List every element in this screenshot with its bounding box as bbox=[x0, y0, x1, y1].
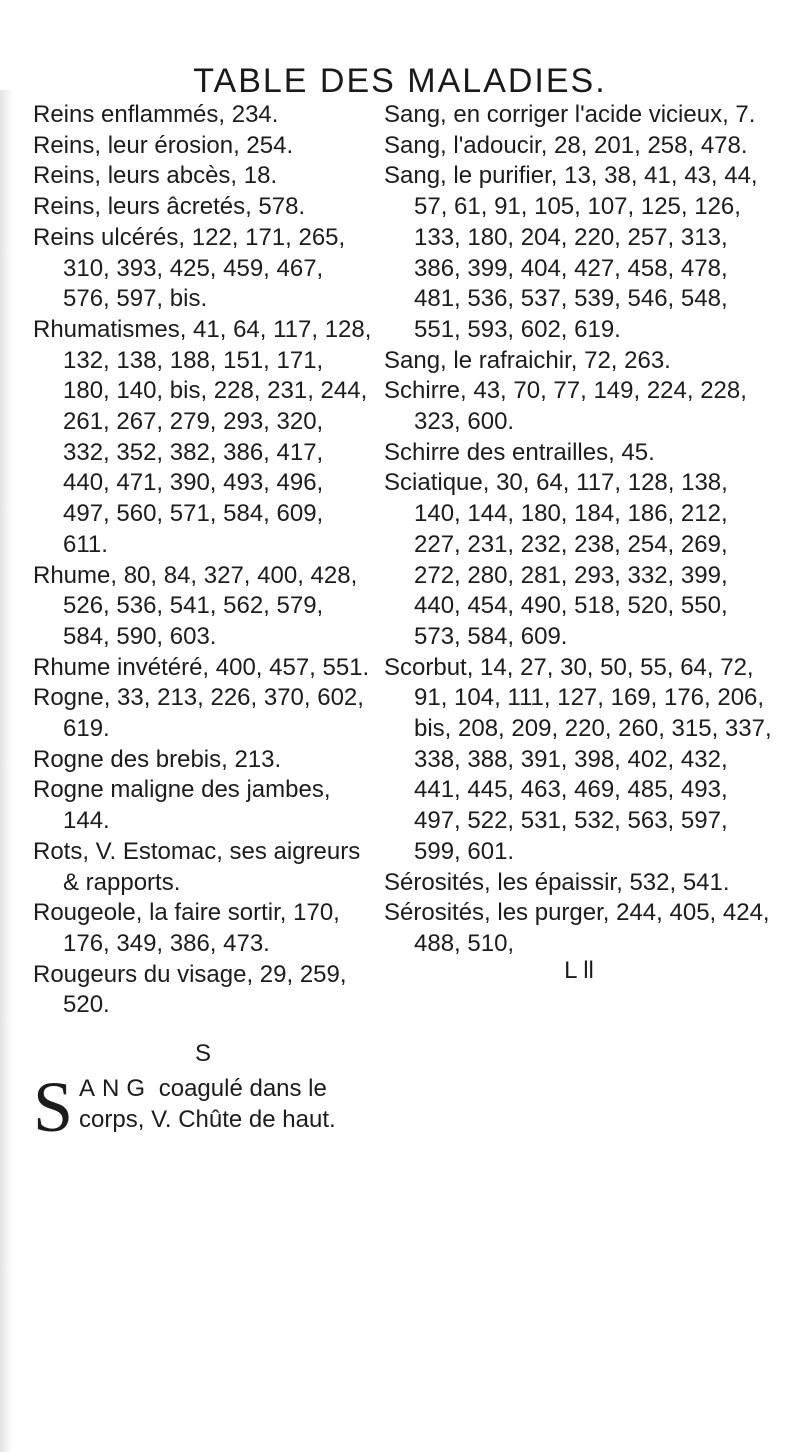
index-entry: Reins, leur érosion, 254. bbox=[33, 131, 294, 159]
left-column bbox=[33, 100, 373, 1147]
index-entry: Schirre, 43, 70, 77, 149, 224, 228, 323, 600. bbox=[384, 377, 747, 436]
index-entry: Rhumatismes, 41, 64, 117, 128, 132, 138, 188, 151, 171, 180, 140, bis, 228, 231, 244, 261, 267, 279, 293, 320, 332, 352, 382, 386, 417, 440, 471, 390, 493, 496, 497, 560, 571, 584, 609, 611. bbox=[33, 315, 372, 558]
index-entry: Rougeole, la faire sortir, 170, 176, 349, 386, 473. bbox=[33, 899, 340, 957]
index-entry: Sciatique, 30, 64, 117, 128, 138, 140, 144, 180, 184, 186, 212, 227, 231, 232, 238, 254, 269, 272, 280, 281, 293, 332, 399, 440, 454, 490, 518, 520, 550, 573, 584, 609. bbox=[384, 469, 728, 650]
index-entry: Rots, V. Estomac, ses aigreurs & rapports. bbox=[33, 837, 361, 896]
page-binding-edge bbox=[0, 90, 14, 1452]
index-entry: Reins enflammés, 234. bbox=[33, 101, 279, 128]
index-entry: Schirre des entrailles, 45. bbox=[384, 438, 655, 466]
index-entry: Rogne, 33, 213, 226, 370, 602, 619. bbox=[33, 684, 364, 743]
index-entry: Sérosités, les purger, 244, 405, 424, 488, 510, bbox=[384, 899, 770, 957]
section-letter: S bbox=[194, 1040, 211, 1068]
section-gap bbox=[33, 1021, 373, 1039]
index-entry: Reins, leurs abcès, 18. bbox=[33, 162, 278, 190]
index-entry: Sang, en corriger l'acide vicieux, 7. bbox=[384, 101, 756, 128]
entry-text: coagulé dans le corps, V. Chûte de haut. bbox=[79, 1074, 336, 1133]
drop-cap: S bbox=[33, 1066, 74, 1147]
index-entry: Sang, l'adoucir, 28, 201, 258, 478. bbox=[384, 131, 748, 159]
index-entry: Rogne maligne des jambes, 144. bbox=[33, 776, 331, 835]
index-entry: Scorbut, 14, 27, 30, 50, 55, 64, 72, 91, 104, 111, 127, 169, 176, 206, bis, 208, 209, 220, 260, 315, 337, 338, 388, 391, 398, 402, 432, 441, 445, 463, 469, 485, 493, 497, 522, 531, 532, 563, 597, 599, 601. bbox=[384, 653, 772, 865]
index-entry: Rogne des brebis, 213. bbox=[33, 745, 282, 773]
signature-mark: L ll bbox=[564, 956, 594, 984]
index-entry: Sérosités, les épaissir, 532, 541. bbox=[384, 868, 730, 896]
index-entry: Rhume invétéré, 400, 457, 551. bbox=[33, 653, 370, 681]
index-entry: Reins ulcérés, 122, 171, 265, 310, 393, 425, 459, 467, 576, 597, bis. bbox=[33, 223, 346, 313]
index-entry: Reins, leurs âcretés, 578. bbox=[33, 193, 306, 221]
index-entry: Rougeurs du visage, 29, 259, 520. bbox=[33, 960, 347, 1019]
sang-coagule-entry bbox=[33, 1066, 373, 1147]
index-entry: Sang, le purifier, 13, 38, 41, 43, 44, 57, 61, 91, 105, 107, 125, 126, 133, 180, 204, 220, 257, 313, 386, 399, 404, 427, 458, 478, 481, 536, 537, 539, 546, 548, 551, 593, 602, 619. bbox=[384, 162, 758, 343]
page-header: TABLE DES MALADIES. bbox=[193, 62, 607, 100]
right-column bbox=[384, 100, 774, 982]
index-entry: Rhume, 80, 84, 327, 400, 428, 526, 536, 541, 562, 579, 584, 590, 603. bbox=[33, 561, 358, 650]
index-entry: Sang, le rafraichir, 72, 263. bbox=[384, 346, 671, 374]
small-caps-word: ANG bbox=[79, 1074, 153, 1102]
